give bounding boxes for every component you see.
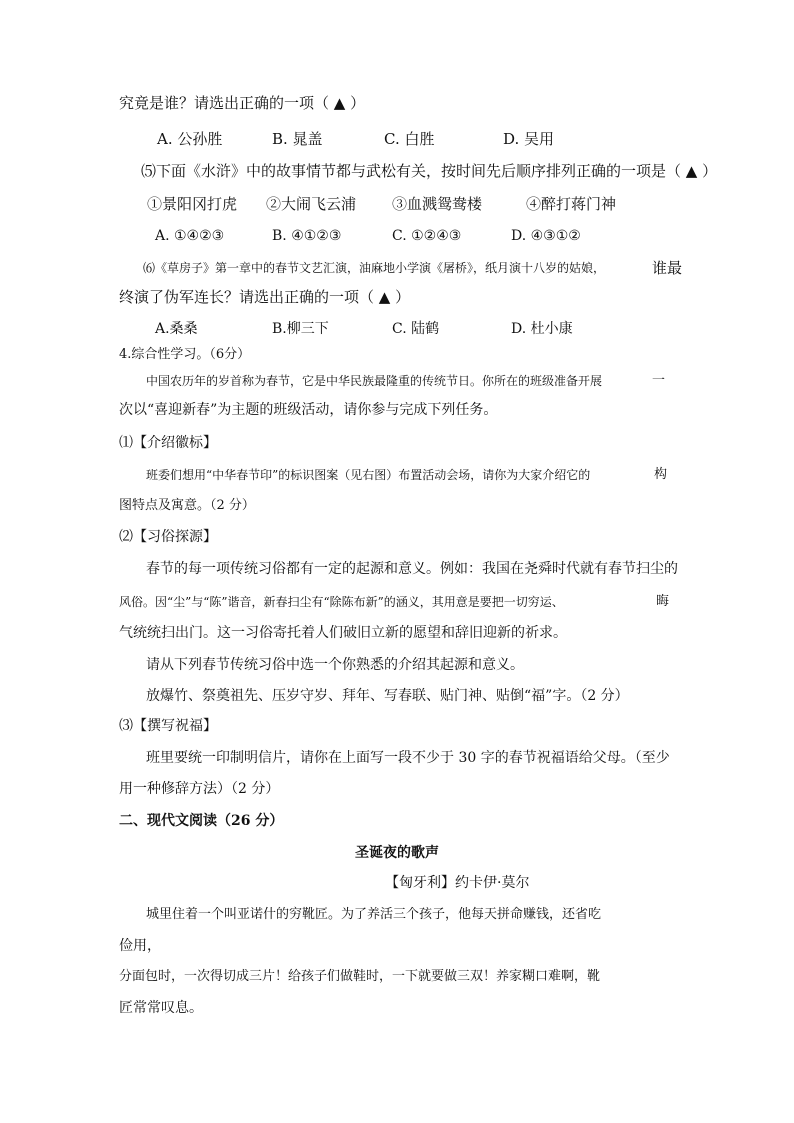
section4-intro-line2: 次以“喜迎新春”为主题的班级活动，请你参与完成下列任务。 bbox=[119, 402, 498, 418]
q5-option-b: B. ④①②③ bbox=[272, 228, 342, 244]
section4-intro-line1: 中国农历年的岁首称为春节，它是中华民族最隆重的传统节日。你所在的班级准备开展 bbox=[146, 374, 603, 388]
article-p1-line1: 城里住着一个叫亚诺什的穷靴匠。为了养活三个孩子，他每天拼命赚钱，还省吃 bbox=[146, 907, 602, 922]
q5-event-4: ④醉打蒋门神 bbox=[526, 195, 617, 213]
q5-event-2: ②大闹飞云浦 bbox=[266, 195, 357, 213]
task2-title: ⑵【习俗探源】 bbox=[119, 529, 217, 545]
article-author: 【匈牙利】约卡伊·莫尔 bbox=[385, 875, 530, 891]
q6-option-c: C. 陆鹤 bbox=[392, 321, 440, 337]
q5-option-a: A. ①④②③ bbox=[155, 228, 225, 244]
q5-option-c: C. ①②④③ bbox=[392, 228, 462, 244]
article-p1-line4: 匠常常叹息。 bbox=[119, 1000, 203, 1016]
task3-line1: 班里要统一印制明信片，请你在上面写一段不少于 30 字的春节祝福语给父母。（至少 bbox=[146, 750, 670, 766]
article-title: 圣诞夜的歌声 bbox=[355, 845, 439, 861]
task3-line2: 用一种修辞方法）（2 分） bbox=[119, 781, 280, 797]
q5-event-1: ①景阳冈打虎 bbox=[147, 195, 238, 213]
article-p1-line3: 分面包时，一次得切成三片！给孩子们做鞋时，一下就要做三双！养家糊口难啊，靴 bbox=[119, 969, 601, 984]
article-p1-line2: 俭用， bbox=[119, 938, 161, 954]
task2-line4: 请从下列春节传统习俗中选一个你熟悉的介绍其起源和意义。 bbox=[146, 657, 524, 673]
task1-title: ⑴【介绍徽标】 bbox=[119, 435, 217, 451]
task2-line1: 春节的每一项传统习俗都有一定的起源和意义。例如：我国在尧舜时代就有春节扫尘的 bbox=[146, 561, 678, 577]
q5-stem: ⑸下面《水浒》中的故事情节都与武松有关，按时间先后顺序排列正确的一项是（ ▲ ） bbox=[141, 162, 718, 180]
q6-option-a: A.桑桑 bbox=[155, 321, 198, 337]
section4-intro-line1-tail: 一 bbox=[652, 373, 666, 388]
task3-title: ⑶【撰写祝福】 bbox=[119, 718, 217, 734]
q4-option-b: B. 晁盖 bbox=[272, 130, 323, 148]
task2-line2: 风俗。因“尘”与“陈”谐音，新春扫尘有“除陈布新”的涵义，其用意是要把一切穷运、 bbox=[119, 595, 564, 609]
q4-stem-tail: 究竟是谁？请选出正确的一项（ ▲ ） bbox=[119, 94, 366, 112]
q4-option-c: C. 白胜 bbox=[384, 130, 435, 148]
section4-heading: 4.综合性学习。（6分） bbox=[119, 347, 251, 362]
q6-option-d: D. 杜小康 bbox=[511, 321, 573, 337]
q5-event-3: ③血溅鸳鸯楼 bbox=[392, 195, 483, 213]
q4-option-a: A. 公孙胜 bbox=[157, 130, 223, 148]
task2-line2-tail: 晦 bbox=[656, 594, 670, 609]
q6-stem-line2: 终演了伪军连长？请选出正确的一项（ ▲ ） bbox=[119, 288, 411, 306]
task1-line1-tail: 构 bbox=[654, 467, 668, 482]
task1-line2: 图特点及寓意。（2 分） bbox=[119, 498, 255, 513]
q5-option-d: D. ④③①② bbox=[511, 228, 581, 244]
q4-option-d: D. 吴用 bbox=[503, 130, 555, 148]
q6-option-b: B.柳三下 bbox=[272, 321, 329, 337]
task2-line3: 气统统扫出门。这一习俗寄托着人们破旧立新的愿望和辞旧迎新的祈求。 bbox=[119, 625, 567, 641]
part2-heading: 二、现代文阅读（26 分） bbox=[119, 813, 284, 829]
q6-stem-line1: ⑹《草房子》第一章中的春节文艺汇演，油麻地小学演《屠桥》，纸月演十八岁的姑娘， bbox=[143, 261, 606, 275]
task1-line1: 班委们想用“中华春节印”的标识图案（见右图）布置活动会场，请你为大家介绍它的 bbox=[146, 468, 591, 482]
task2-line5: 放爆竹、祭奠祖先、压岁守岁、拜年、写春联、贴门神、贴倒“福”字。（2 分） bbox=[146, 688, 629, 704]
q6-stem-line1-tail: 谁最 bbox=[652, 259, 683, 277]
